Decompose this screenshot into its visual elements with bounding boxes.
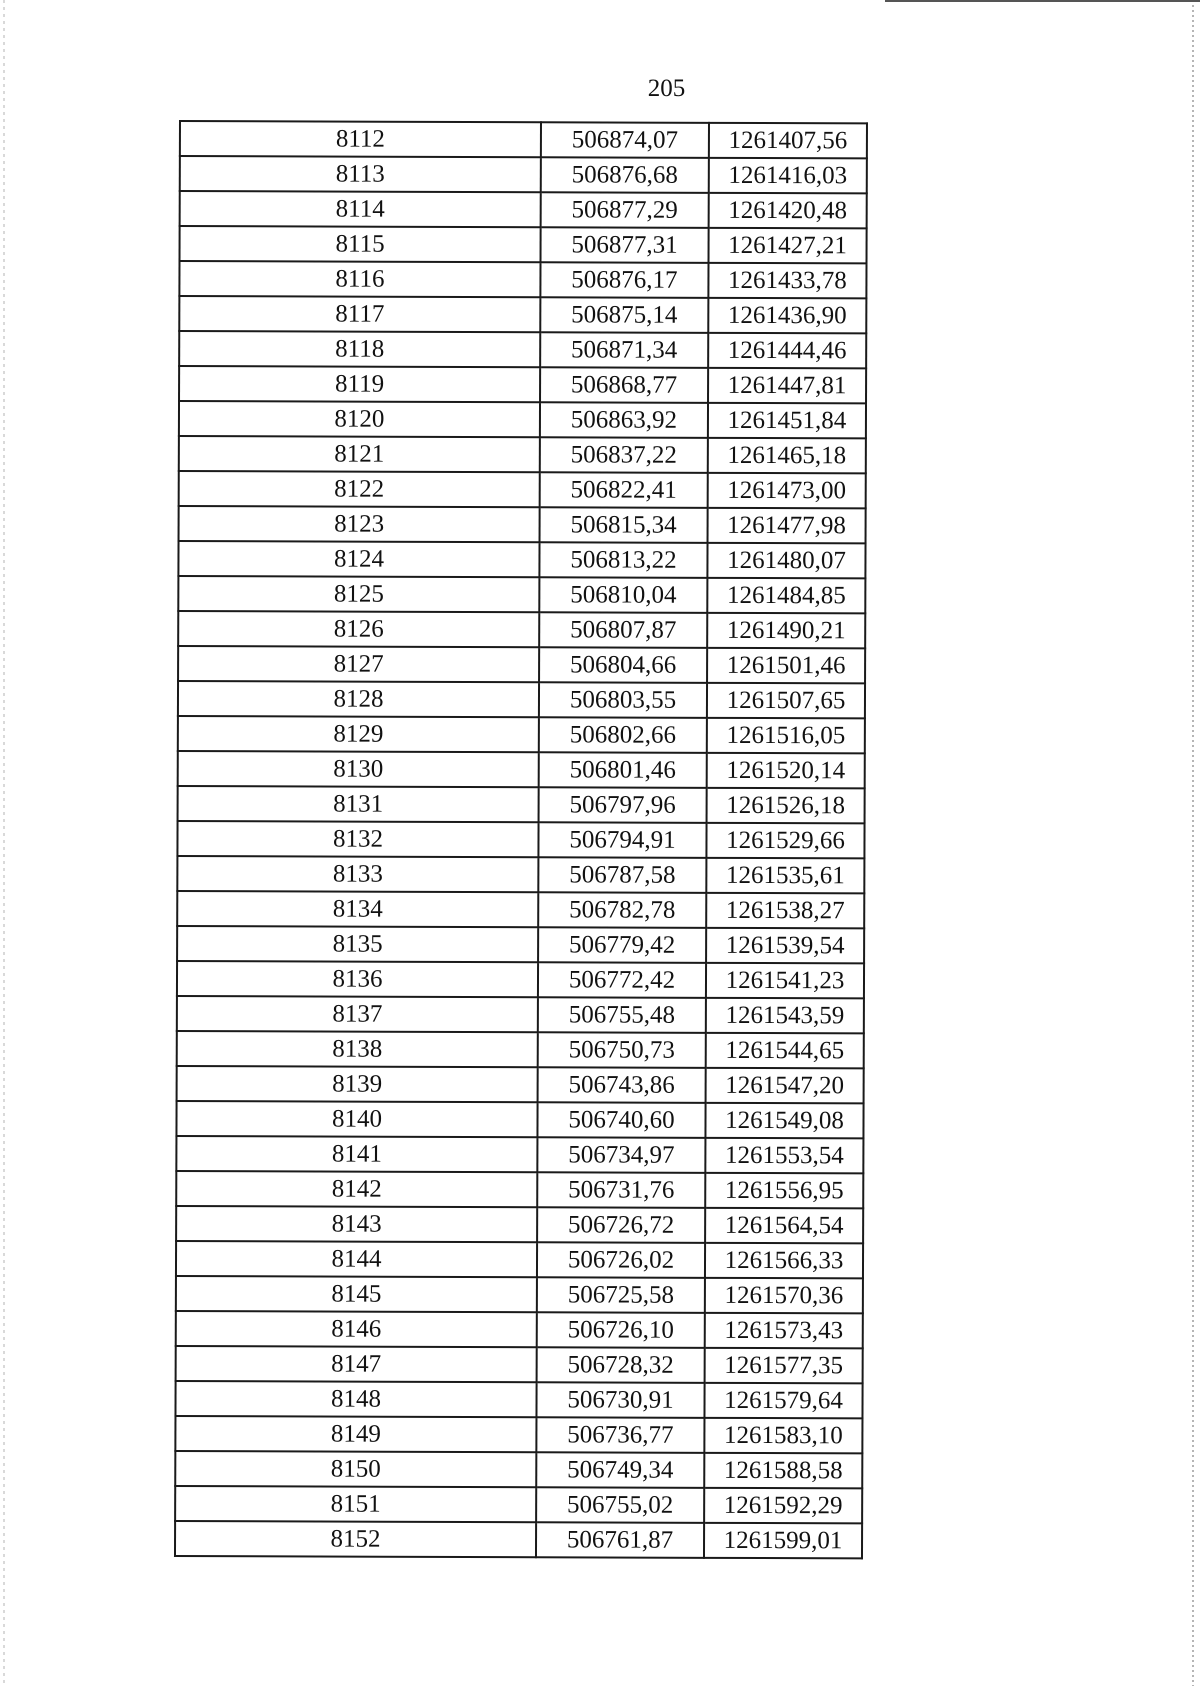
point-number-cell: 8135 [177, 926, 538, 962]
point-number-cell: 8132 [177, 821, 538, 857]
point-number-cell: 8114 [180, 191, 541, 227]
x-coordinate-cell: 506755,48 [538, 997, 706, 1033]
table-row [176, 1206, 863, 1243]
y-coordinate-cell: 1261564,54 [705, 1208, 863, 1244]
y-coordinate-cell: 1261444,46 [708, 333, 866, 369]
x-coordinate-cell: 506810,04 [539, 577, 707, 613]
x-coordinate-cell: 506803,55 [539, 682, 707, 718]
y-coordinate-cell: 1261577,35 [705, 1348, 863, 1384]
point-number-cell: 8143 [176, 1206, 537, 1242]
y-coordinate-cell: 1261477,98 [708, 508, 866, 544]
y-coordinate-cell: 1261553,54 [705, 1138, 863, 1174]
point-number-cell: 8128 [178, 681, 539, 717]
y-coordinate-cell: 1261544,65 [706, 1033, 864, 1069]
x-coordinate-cell: 506807,87 [539, 612, 707, 648]
table-row [179, 261, 866, 298]
x-coordinate-cell: 506755,02 [536, 1487, 704, 1523]
table-row [180, 156, 867, 193]
x-coordinate-cell: 506797,96 [539, 787, 707, 823]
table-row [179, 401, 866, 438]
coordinates-table-body [175, 121, 867, 1558]
point-number-cell: 8117 [179, 296, 540, 332]
y-coordinate-cell: 1261547,20 [706, 1068, 864, 1104]
table-row [177, 891, 864, 928]
y-coordinate-cell: 1261416,03 [709, 158, 867, 194]
table-row [178, 576, 865, 613]
y-coordinate-cell: 1261507,65 [707, 683, 865, 719]
y-coordinate-cell: 1261543,59 [706, 998, 864, 1034]
point-number-cell: 8122 [179, 471, 540, 507]
table-row [176, 1101, 863, 1138]
y-coordinate-cell: 1261480,07 [707, 543, 865, 579]
point-number-cell: 8121 [179, 436, 540, 472]
y-coordinate-cell: 1261465,18 [708, 438, 866, 474]
y-coordinate-cell: 1261447,81 [708, 368, 866, 404]
point-number-cell: 8130 [178, 751, 539, 787]
table-row [179, 296, 866, 333]
table-row [177, 1031, 864, 1068]
x-coordinate-cell: 506822,41 [540, 472, 708, 508]
point-number-cell: 8145 [176, 1276, 537, 1312]
point-number-cell: 8151 [175, 1486, 536, 1522]
point-number-cell: 8126 [178, 611, 539, 647]
point-number-cell: 8125 [178, 576, 539, 612]
y-coordinate-cell: 1261541,23 [706, 963, 864, 999]
y-coordinate-cell: 1261427,21 [709, 228, 867, 264]
x-coordinate-cell: 506877,29 [541, 192, 709, 228]
point-number-cell: 8134 [177, 891, 538, 927]
x-coordinate-cell: 506804,66 [539, 647, 707, 683]
y-coordinate-cell: 1261599,01 [704, 1523, 862, 1559]
x-coordinate-cell: 506837,22 [540, 437, 708, 473]
x-coordinate-cell: 506874,07 [541, 122, 709, 158]
scan-edge-right [1192, 0, 1194, 1686]
y-coordinate-cell: 1261588,58 [704, 1453, 862, 1489]
y-coordinate-cell: 1261451,84 [708, 403, 866, 439]
x-coordinate-cell: 506728,32 [537, 1347, 705, 1383]
x-coordinate-cell: 506726,10 [537, 1312, 705, 1348]
y-coordinate-cell: 1261556,95 [705, 1173, 863, 1209]
table-row [175, 1486, 862, 1523]
table-row [176, 1136, 863, 1173]
y-coordinate-cell: 1261420,48 [709, 193, 867, 229]
table-row [179, 366, 866, 403]
point-number-cell: 8124 [178, 541, 539, 577]
x-coordinate-cell: 506871,34 [540, 332, 708, 368]
x-coordinate-cell: 506782,78 [538, 892, 706, 928]
x-coordinate-cell: 506734,97 [537, 1137, 705, 1173]
point-number-cell: 8144 [176, 1241, 537, 1277]
table-row [180, 121, 867, 158]
x-coordinate-cell: 506794,91 [538, 822, 706, 858]
x-coordinate-cell: 506731,76 [537, 1172, 705, 1208]
point-number-cell: 8139 [177, 1066, 538, 1102]
table-row [177, 856, 864, 893]
point-number-cell: 8123 [179, 506, 540, 542]
x-coordinate-cell: 506815,34 [540, 507, 708, 543]
y-coordinate-cell: 1261433,78 [708, 263, 866, 299]
point-number-cell: 8115 [180, 226, 541, 262]
table-row [178, 786, 865, 823]
x-coordinate-cell: 506726,72 [537, 1207, 705, 1243]
x-coordinate-cell: 506875,14 [540, 297, 708, 333]
x-coordinate-cell: 506876,17 [540, 262, 708, 298]
y-coordinate-cell: 1261516,05 [707, 718, 865, 754]
y-coordinate-cell: 1261573,43 [705, 1313, 863, 1349]
table-row [175, 1521, 862, 1558]
point-number-cell: 8136 [177, 961, 538, 997]
table-row [179, 436, 866, 473]
y-coordinate-cell: 1261570,36 [705, 1278, 863, 1314]
y-coordinate-cell: 1261592,29 [704, 1488, 862, 1524]
point-number-cell: 8127 [178, 646, 539, 682]
table-row [175, 1451, 862, 1488]
point-number-cell: 8112 [180, 121, 541, 157]
point-number-cell: 8147 [176, 1346, 537, 1382]
scan-edge-left [3, 0, 5, 1686]
x-coordinate-cell: 506863,92 [540, 402, 708, 438]
coordinates-table [174, 120, 868, 1559]
y-coordinate-cell: 1261539,54 [706, 928, 864, 964]
x-coordinate-cell: 506725,58 [537, 1277, 705, 1313]
table-row [175, 1381, 862, 1418]
x-coordinate-cell: 506750,73 [538, 1032, 706, 1068]
y-coordinate-cell: 1261436,90 [708, 298, 866, 334]
table-row [177, 1066, 864, 1103]
x-coordinate-cell: 506868,77 [540, 367, 708, 403]
point-number-cell: 8119 [179, 366, 540, 402]
point-number-cell: 8113 [180, 156, 541, 192]
x-coordinate-cell: 506761,87 [536, 1522, 704, 1558]
table-row [175, 1416, 862, 1453]
point-number-cell: 8129 [178, 716, 539, 752]
y-coordinate-cell: 1261484,85 [707, 578, 865, 614]
y-coordinate-cell: 1261535,61 [706, 858, 864, 894]
y-coordinate-cell: 1261520,14 [707, 753, 865, 789]
y-coordinate-cell: 1261526,18 [707, 788, 865, 824]
table-row [178, 716, 865, 753]
point-number-cell: 8149 [175, 1416, 536, 1452]
y-coordinate-cell: 1261549,08 [705, 1103, 863, 1139]
point-number-cell: 8146 [176, 1311, 537, 1347]
point-number-cell: 8137 [177, 996, 538, 1032]
x-coordinate-cell: 506801,46 [539, 752, 707, 788]
table-row [178, 541, 865, 578]
table-row [176, 1346, 863, 1383]
page-number: 205 [647, 75, 686, 102]
x-coordinate-cell: 506730,91 [536, 1382, 704, 1418]
table-row [177, 926, 864, 963]
x-coordinate-cell: 506802,66 [539, 717, 707, 753]
table-row [176, 1311, 863, 1348]
point-number-cell: 8133 [177, 856, 538, 892]
x-coordinate-cell: 506877,31 [541, 227, 709, 263]
table-row [179, 331, 866, 368]
x-coordinate-cell: 506726,02 [537, 1242, 705, 1278]
x-coordinate-cell: 506813,22 [539, 542, 707, 578]
table-row [179, 506, 866, 543]
y-coordinate-cell: 1261473,00 [708, 473, 866, 509]
table-row [180, 191, 867, 228]
table-row [177, 996, 864, 1033]
y-coordinate-cell: 1261501,46 [707, 648, 865, 684]
table-row [179, 471, 866, 508]
point-number-cell: 8116 [179, 261, 540, 297]
table-row [176, 1241, 863, 1278]
x-coordinate-cell: 506787,58 [538, 857, 706, 893]
x-coordinate-cell: 506749,34 [536, 1452, 704, 1488]
y-coordinate-cell: 1261529,66 [706, 823, 864, 859]
point-number-cell: 8142 [176, 1171, 537, 1207]
y-coordinate-cell: 1261579,64 [704, 1383, 862, 1419]
table-row [177, 821, 864, 858]
table-row [176, 1276, 863, 1313]
table-row [178, 751, 865, 788]
table-row [178, 681, 865, 718]
y-coordinate-cell: 1261490,21 [707, 613, 865, 649]
x-coordinate-cell: 506743,86 [538, 1067, 706, 1103]
x-coordinate-cell: 506772,42 [538, 962, 706, 998]
y-coordinate-cell: 1261566,33 [705, 1243, 863, 1279]
y-coordinate-cell: 1261538,27 [706, 893, 864, 929]
x-coordinate-cell: 506740,60 [537, 1102, 705, 1138]
table-row [178, 611, 865, 648]
y-coordinate-cell: 1261407,56 [709, 123, 867, 159]
point-number-cell: 8141 [176, 1136, 537, 1172]
point-number-cell: 8118 [179, 331, 540, 367]
point-number-cell: 8120 [179, 401, 540, 437]
table-row [180, 226, 867, 263]
point-number-cell: 8152 [175, 1521, 536, 1557]
table-row [176, 1171, 863, 1208]
table-row [178, 646, 865, 683]
point-number-cell: 8148 [175, 1381, 536, 1417]
point-number-cell: 8138 [177, 1031, 538, 1067]
point-number-cell: 8131 [178, 786, 539, 822]
x-coordinate-cell: 506779,42 [538, 927, 706, 963]
top-edge-rule [885, 0, 1200, 2]
point-number-cell: 8140 [176, 1101, 537, 1137]
y-coordinate-cell: 1261583,10 [704, 1418, 862, 1454]
point-number-cell: 8150 [175, 1451, 536, 1487]
x-coordinate-cell: 506876,68 [541, 157, 709, 193]
x-coordinate-cell: 506736,77 [536, 1417, 704, 1453]
table-row [177, 961, 864, 998]
